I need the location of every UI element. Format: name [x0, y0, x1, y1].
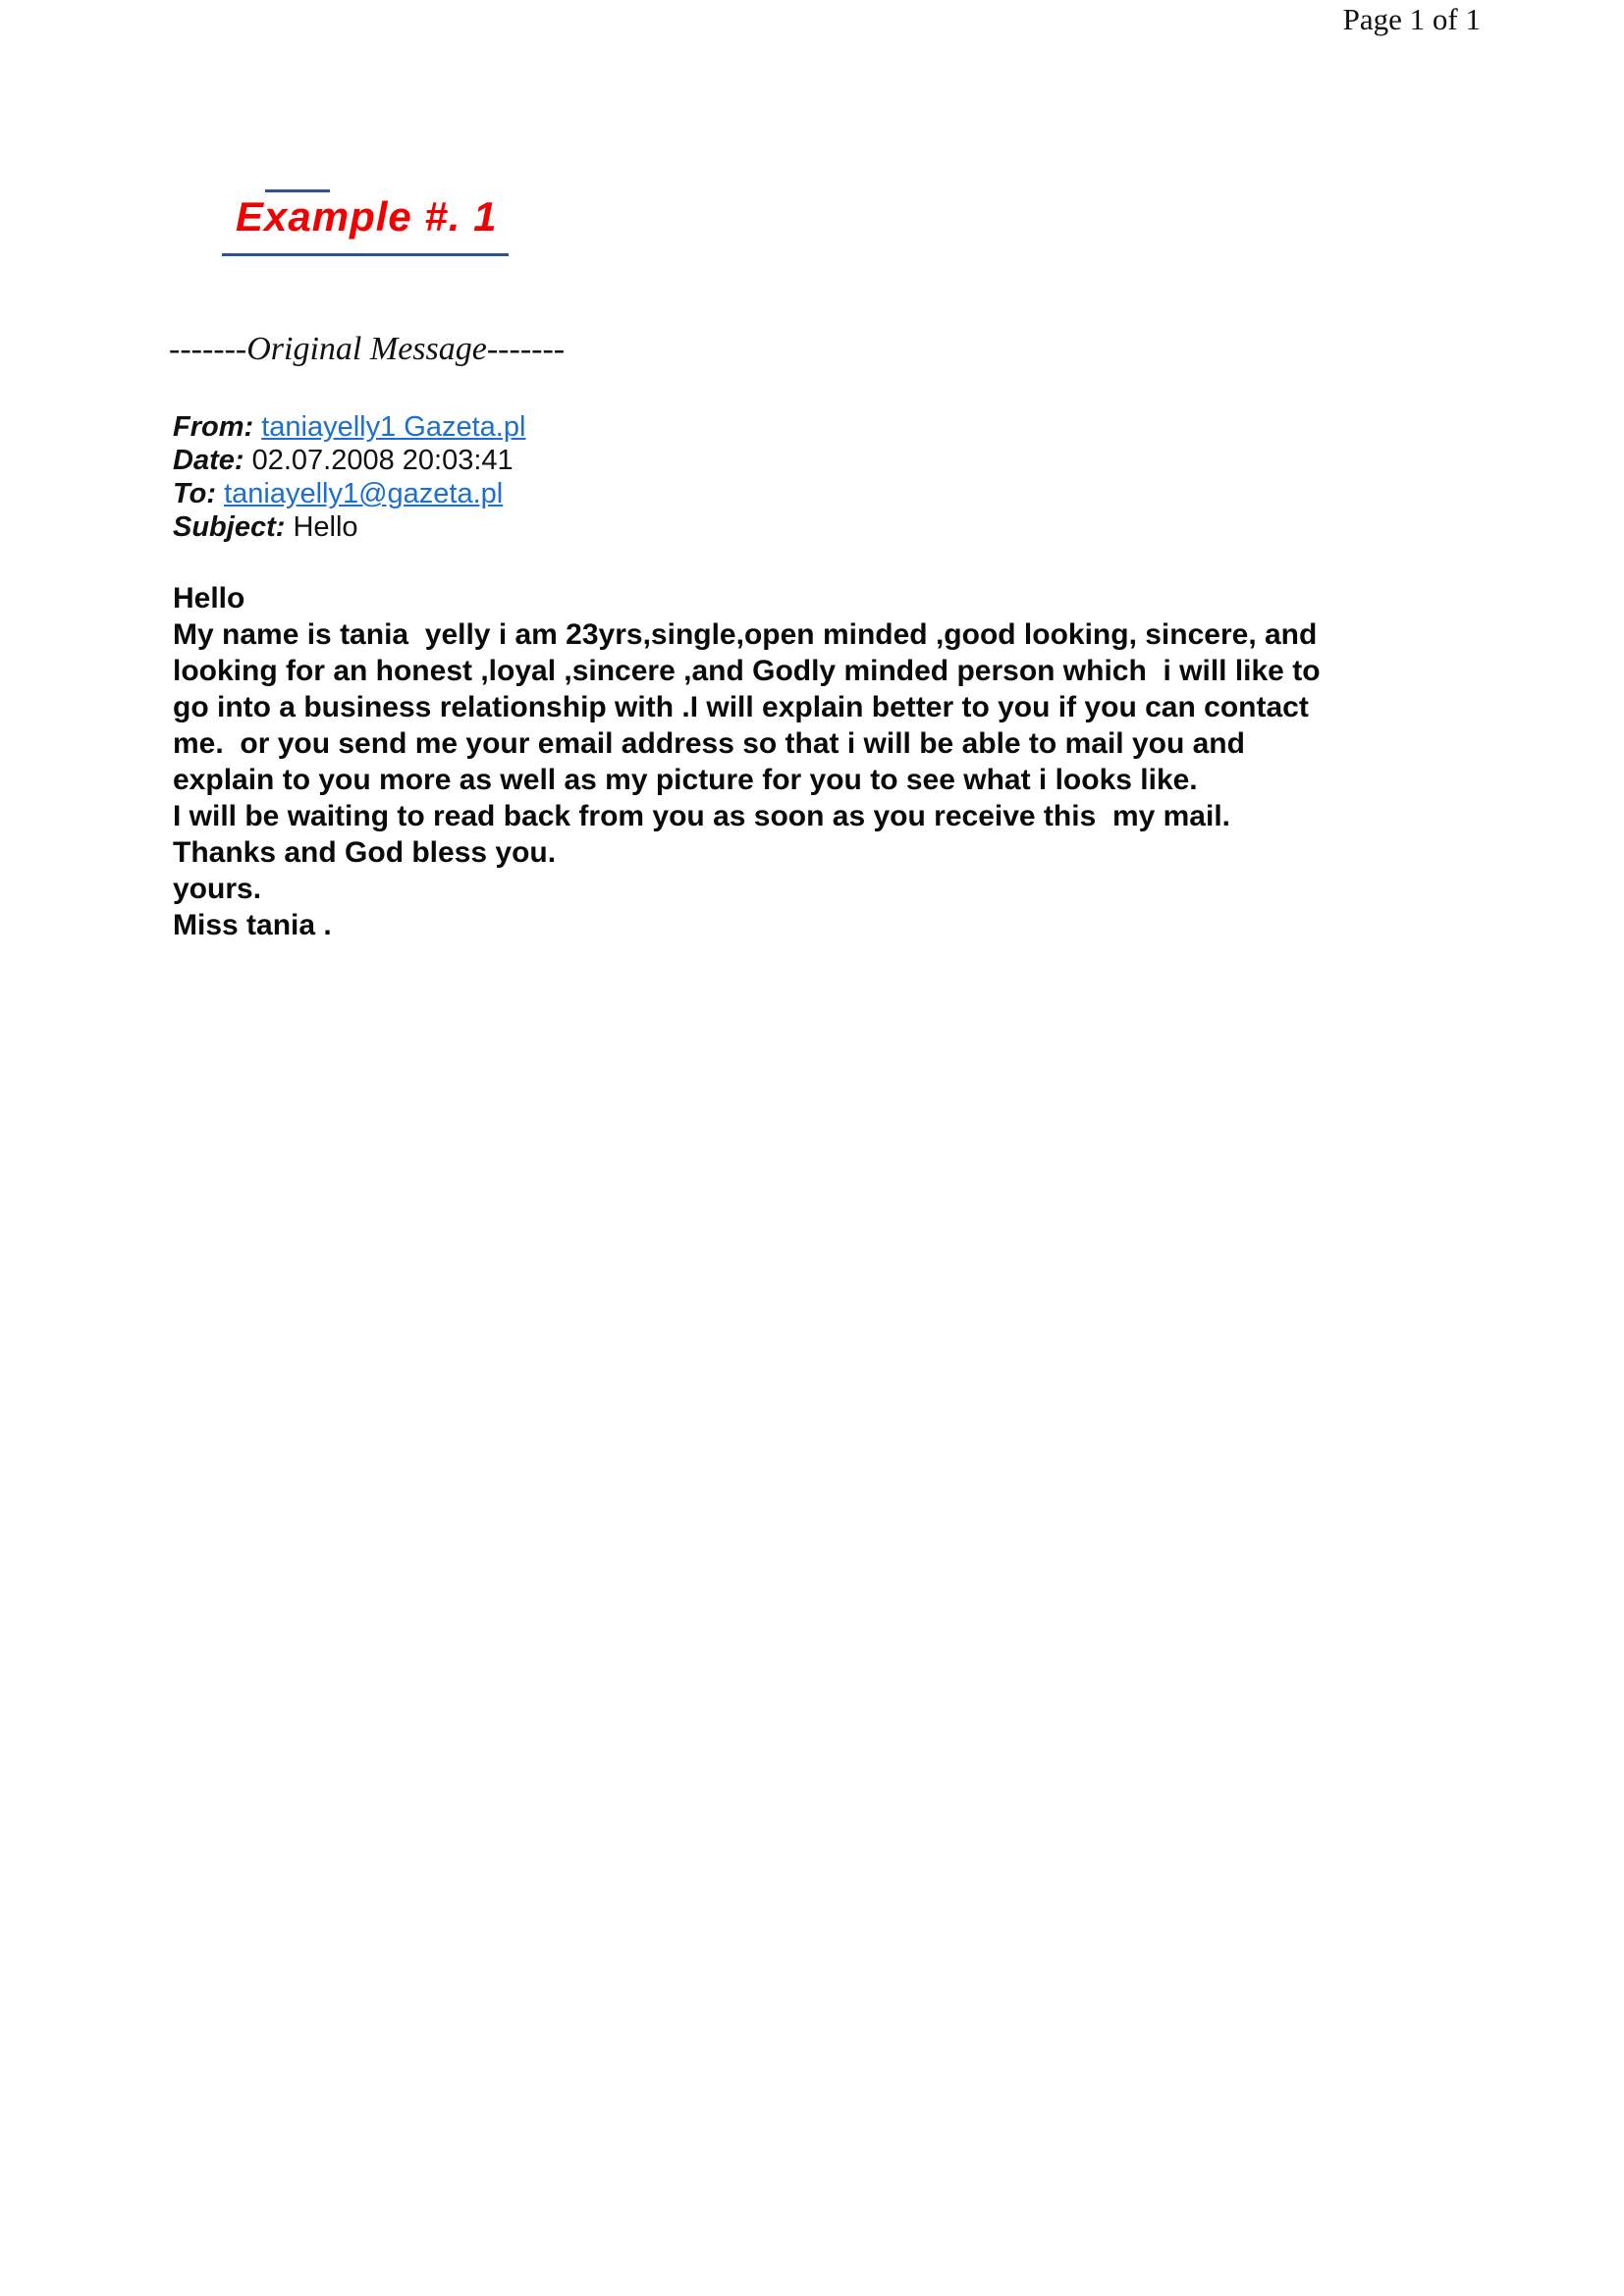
body-line: explain to you more as well as my picture for you to see what i looks like. — [173, 764, 1198, 796]
heading-bottom-rule — [222, 253, 509, 256]
header-row-subject — [173, 510, 525, 544]
subject-label: Subject: — [173, 511, 294, 543]
from-label: From: — [173, 411, 262, 443]
body-line: yours. — [173, 873, 262, 905]
body-line: Thanks and God bless you. — [173, 836, 557, 869]
body-line: Hello — [173, 582, 245, 614]
body-line: me. or you send me your email address so that i will be able to mail you and — [173, 727, 1245, 760]
example-heading: Example #. 1 — [236, 193, 498, 240]
header-row-to — [173, 477, 525, 510]
email-body — [173, 580, 1321, 943]
to-address-link[interactable]: taniayelly1@gazeta.pl — [224, 478, 504, 509]
subject-value: Hello — [293, 511, 358, 543]
header-row-from — [173, 410, 525, 444]
heading-top-rule — [265, 189, 330, 192]
body-line: My name is tania yelly i am 23yrs,single,open minded ,good looking, sincere, and — [173, 618, 1318, 651]
header-row-date — [173, 444, 525, 477]
email-headers — [173, 410, 525, 544]
body-line: go into a business relationship with .I will explain better to you if you can contact — [173, 691, 1309, 723]
original-message-separator: -------Original Message------- — [169, 331, 566, 367]
body-line: looking for an honest ,loyal ,sincere ,and Godly minded person which i will like to — [173, 655, 1321, 687]
date-label: Date: — [173, 445, 252, 476]
from-address-link[interactable]: taniayelly1 Gazeta.pl — [261, 411, 526, 443]
body-line: Miss tania . — [173, 909, 332, 941]
to-label: To: — [173, 478, 225, 509]
date-value: 02.07.2008 20:03:41 — [251, 445, 514, 476]
page-number: Page 1 of 1 — [1342, 2, 1481, 36]
body-line: I will be waiting to read back from you as soon as you receive this my mail. — [173, 800, 1230, 832]
